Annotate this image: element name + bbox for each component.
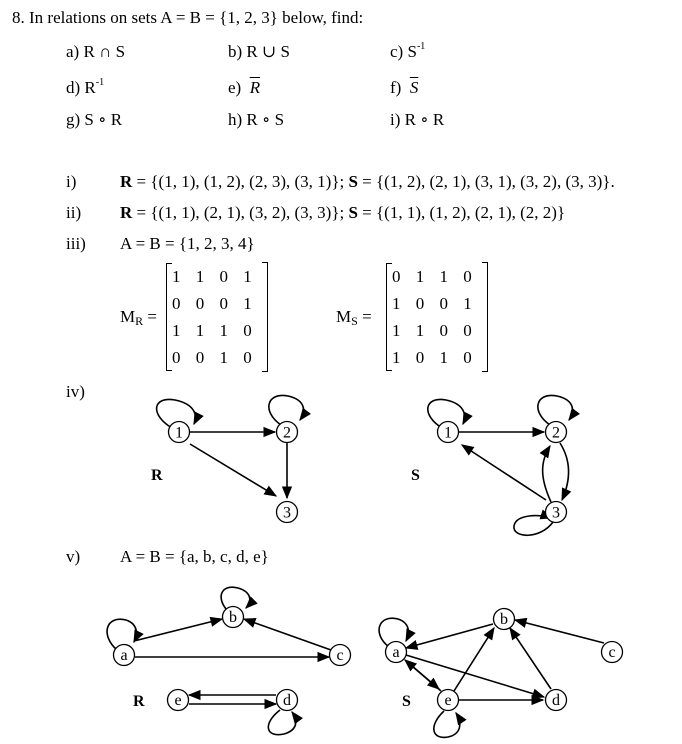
task-i: i) R ∘ R bbox=[390, 110, 445, 129]
matrix-cell: 1 bbox=[195, 266, 205, 286]
node-v-r-d bbox=[277, 690, 298, 711]
matrix-cell: 0 bbox=[415, 347, 425, 367]
svg-text:1: 1 bbox=[444, 424, 452, 442]
problem-text: In relations on sets A = B = {1, 2, 3} below, find: bbox=[29, 8, 364, 27]
task-b: b) R ∪ S bbox=[228, 42, 290, 61]
case-iv-label: iv) bbox=[66, 382, 85, 401]
task-a: a) R ∩ S bbox=[66, 42, 126, 61]
node-v-s-d bbox=[546, 690, 567, 711]
case-ii-label: ii) bbox=[66, 203, 82, 222]
matrix-cell: 1 bbox=[172, 266, 181, 286]
graph-v-r-name: R bbox=[133, 693, 145, 710]
matrix-cell: 0 bbox=[172, 293, 181, 313]
graph-iv-s-name: S bbox=[411, 467, 420, 484]
case-v-text: A = B = {a, b, c, d, e} bbox=[120, 547, 269, 566]
matrix-cell: 0 bbox=[172, 347, 181, 367]
svg-text:c: c bbox=[608, 644, 616, 661]
svg-text:c: c bbox=[336, 647, 344, 664]
task-h: h) R ∘ S bbox=[228, 110, 285, 129]
matrix-cell: 1 bbox=[415, 266, 425, 286]
ms-label: $M_S$ = bbox=[336, 307, 372, 328]
case-i-relations: R = {(1, 1), (1, 2), (2, 3), (3, 1)}; S = {(1, 2), (2, 1), (3, 1), (3, 2), (3, 3)}. bbox=[120, 172, 615, 191]
node-iv-s-3 bbox=[546, 502, 567, 523]
svg-text:b: b bbox=[229, 609, 237, 626]
case-i-label: i) bbox=[66, 172, 77, 191]
svg-text:e: e bbox=[444, 692, 452, 709]
node-iv-s-1 bbox=[438, 422, 459, 443]
matrix-cell: 0 bbox=[439, 293, 448, 313]
matrix-cell: 1 bbox=[243, 266, 252, 286]
node-v-s-c bbox=[602, 642, 623, 663]
node-iv-r-3 bbox=[277, 502, 298, 523]
matrix-cell: 1 bbox=[415, 320, 425, 340]
mr-label: $M_R$ = bbox=[120, 307, 157, 328]
matrix-cell: 0 bbox=[463, 320, 472, 340]
graph-iv-r-name: R bbox=[151, 467, 163, 484]
task-g: g) S ∘ R bbox=[66, 110, 123, 129]
matrix-cell: 1 bbox=[439, 266, 448, 286]
svg-text:3: 3 bbox=[552, 504, 560, 522]
case-iii-label: iii) bbox=[66, 234, 86, 253]
svg-text:3: 3 bbox=[283, 504, 291, 522]
svg-text:d: d bbox=[552, 692, 560, 709]
node-iv-s-2 bbox=[546, 422, 567, 443]
node-iv-r-2 bbox=[277, 422, 298, 443]
svg-text:a: a bbox=[392, 644, 400, 661]
case-v-label: v) bbox=[66, 547, 81, 566]
matrix-cell: 0 bbox=[243, 347, 252, 367]
node-v-r-e bbox=[168, 690, 189, 711]
matrix-cell: 1 bbox=[195, 320, 205, 340]
matrix-cell: 1 bbox=[392, 293, 401, 313]
matrix-cell: 0 bbox=[243, 320, 252, 340]
case-iii-text: A = B = {1, 2, 3, 4} bbox=[120, 234, 255, 253]
case-ii-relations: R = {(1, 1), (2, 1), (3, 2), (3, 3)}; S = {(1, 1), (1, 2), (2, 1), (2, 2)} bbox=[120, 203, 566, 222]
matrix-cell: 1 bbox=[463, 293, 472, 313]
matrix-cell: 0 bbox=[439, 320, 448, 340]
matrix-cell: 1 bbox=[392, 347, 401, 367]
task-f: f) $\overline{S}$ bbox=[390, 78, 419, 97]
task-e: e) $\overline{R}$ bbox=[228, 78, 261, 97]
matrix-cell: 0 bbox=[392, 266, 401, 286]
svg-text:2: 2 bbox=[283, 424, 291, 442]
svg-text:b: b bbox=[500, 611, 508, 628]
matrix-cell: 0 bbox=[195, 347, 205, 367]
problem-number: 8. bbox=[12, 8, 25, 27]
graph-iv-r bbox=[157, 395, 304, 498]
matrix-cell: 0 bbox=[219, 293, 228, 313]
node-v-s-b bbox=[494, 609, 515, 630]
matrix-cell: 0 bbox=[219, 266, 228, 286]
svg-text:2: 2 bbox=[552, 424, 560, 442]
node-v-r-c bbox=[330, 645, 351, 666]
graph-v-r bbox=[107, 587, 331, 734]
svg-text:1: 1 bbox=[175, 424, 183, 442]
node-v-s-a bbox=[386, 642, 407, 663]
graph-v-s bbox=[379, 618, 604, 737]
task-c: c) $S^{-1}$ bbox=[390, 41, 426, 61]
node-v-s-e bbox=[438, 690, 459, 711]
matrix-cell: 1 bbox=[243, 293, 252, 313]
svg-text:e: e bbox=[174, 692, 182, 709]
matrix-cell: 0 bbox=[463, 266, 472, 286]
matrix-cell: 1 bbox=[172, 320, 181, 340]
matrix-cell: 0 bbox=[463, 347, 472, 367]
matrix-cell: 0 bbox=[415, 293, 425, 313]
node-v-r-b bbox=[223, 607, 244, 628]
svg-text:d: d bbox=[283, 692, 291, 709]
node-iv-r-1 bbox=[169, 422, 190, 443]
node-v-r-a bbox=[114, 645, 135, 666]
graph-iv-r-nodes bbox=[151, 422, 298, 523]
matrix-cell: 1 bbox=[439, 347, 448, 367]
svg-text:a: a bbox=[120, 647, 128, 664]
matrix-cell: 1 bbox=[219, 347, 228, 367]
graph-v-s-name: S bbox=[402, 693, 411, 710]
matrix-cell: 1 bbox=[219, 320, 228, 340]
matrix-cell: 0 bbox=[195, 293, 205, 313]
matrix-cell: 1 bbox=[392, 320, 401, 340]
task-d: d) $R^{-1}$ bbox=[66, 77, 105, 97]
